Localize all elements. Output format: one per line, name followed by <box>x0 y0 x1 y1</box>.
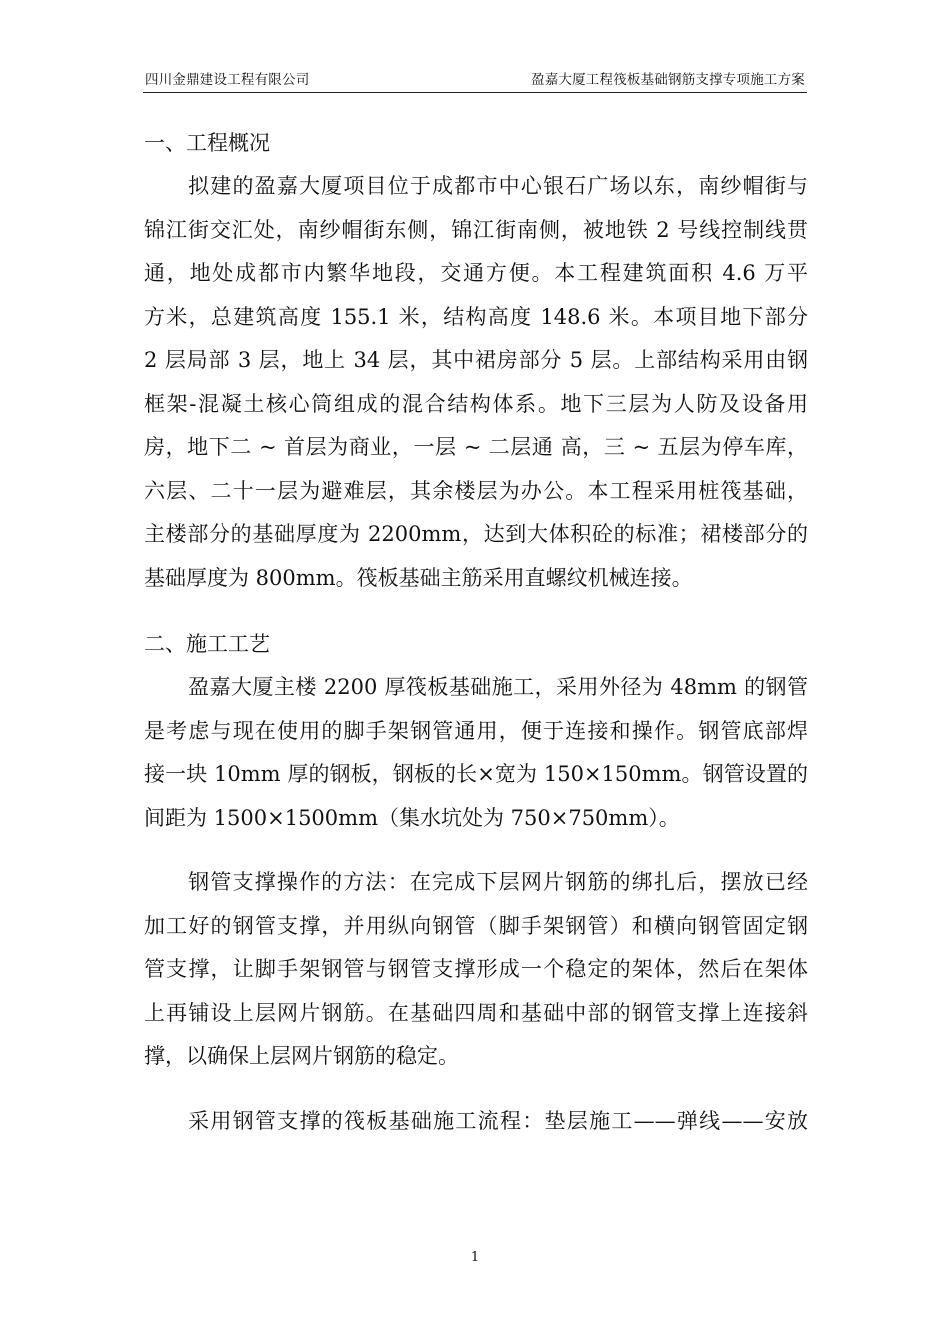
text-line: 接一块 10mm 厚的钢板，钢板的长×宽为 150×150mm。钢管设置的 <box>144 762 808 786</box>
paragraph-overview <box>144 165 808 600</box>
text-line: 基础厚度为 800mm。筏板基础主筋采用直螺纹机械连接。 <box>144 565 693 590</box>
text-line: 加工好的钢管支撑，并用纵向钢管（脚手架钢管）和横向钢管固定钢 <box>144 913 808 938</box>
text-line: 方米，总建筑高度 155.1 米，结构高度 148.6 米。本项目地下部分 <box>144 304 808 329</box>
page-header <box>143 66 807 93</box>
page-number: 1 <box>470 1250 480 1265</box>
text-line: 拟建的盈嘉大厦项目位于成都市中心银石广场以东，南纱帽街与 <box>188 174 808 198</box>
text-line: 框架-混凝土核心筒组成的混合结构体系。地下三层为人防及设备用 <box>144 391 808 416</box>
text-line: 采用钢管支撑的筏板基础施工流程：垫层施工——弹线——安放 <box>188 1108 808 1133</box>
text-line: 通，地处成都市内繁华地段，交通方便。本工程建筑面积 4.6 万平 <box>144 261 808 285</box>
paragraph-construction-flow <box>144 1100 808 1144</box>
text-line: 上再铺设上层网片钢筋。在基础四周和基础中部的钢管支撑上连接斜 <box>144 1000 808 1025</box>
header-document-title: 盈嘉大厦工程筏板基础钢筋支撑专项施工方案 <box>531 72 805 88</box>
paragraph-support-method <box>144 861 808 1079</box>
text-line: 撑，以确保上层网片钢筋的稳定。 <box>144 1044 459 1068</box>
text-line: 六层、二十一层为避难层，其余楼层为办公。本工程采用桩筏基础， <box>144 478 808 503</box>
section-title-overview: 一、工程概况 <box>144 131 270 155</box>
header-company-name: 四川金鼎建设工程有限公司 <box>145 72 310 88</box>
text-line: 锦江街交汇处，南纱帽街东侧，锦江街南侧，被地铁 2 号线控制线贯 <box>144 217 808 242</box>
text-line: 盈嘉大厦主楼 2200 厚筏板基础施工，采用外径为 48mm 的钢管 <box>188 675 808 699</box>
document-body <box>144 121 808 1143</box>
text-line: 主楼部分的基础厚度为 2200mm，达到大体积砼的标准；裙楼部分的 <box>144 522 808 546</box>
paragraph-steel-pipe-selection <box>144 666 808 840</box>
text-line: 钢管支撑操作的方法：在完成下层网片钢筋的绑扎后，摆放已经 <box>188 870 808 894</box>
text-line: 管支撑，让脚手架钢管与钢管支撑形成一个稳定的架体，然后在架体 <box>144 957 808 981</box>
text-line: 是考虑与现在使用的脚手架钢管通用，便于连接和操作。钢管底部焊 <box>144 718 808 743</box>
text-line: 2 层局部 3 层，地上 34 层，其中裙房部分 5 层。上部结构采用由钢 <box>144 348 808 372</box>
text-line: 房，地下二 ~ 首层为商业，一层 ~ 二层通 高，三 ~ 五层为停车库， <box>144 435 808 459</box>
text-line: 间距为 1500×1500mm（集水坑处为 750×750mm）。 <box>144 805 680 830</box>
section-title-process: 二、施工工艺 <box>144 632 270 656</box>
